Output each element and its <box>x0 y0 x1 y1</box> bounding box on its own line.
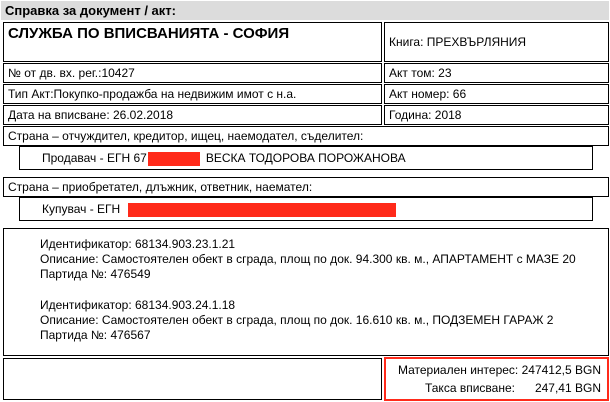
property-desc: Описание: Самостоятелен обект в сграда, площ по док. 16.610 кв. м., ПОДЗЕМЕН ГАРАЖ 2 <box>40 313 554 327</box>
act-number: Акт номер: 66 <box>389 87 467 101</box>
year-cell <box>384 105 609 125</box>
property-desc: Описание: Самостоятелен обект в сграда, площ по док. 94.300 кв. м., АПАРТАМЕНТ с МАЗЕ 20 <box>40 252 576 266</box>
registration-fee: Такса вписване: 247,41 BGN <box>424 381 601 395</box>
party1-label: Страна – отчуждител, кредитор, ищец, наемодател, съделител: <box>8 129 364 143</box>
office-cell <box>3 22 382 62</box>
act-type: Тип Акт:Покупко-продажба на недвижим имот с н.а. <box>8 87 297 101</box>
act-volume-cell <box>384 63 609 83</box>
party1-label-cell <box>3 126 609 146</box>
fees-cell <box>384 357 609 401</box>
buyer-egn-redaction <box>128 203 396 217</box>
act-type-cell <box>3 84 382 104</box>
act-volume: Акт том: 23 <box>389 66 452 80</box>
seller-egn-redaction <box>148 152 200 166</box>
reg-no-cell <box>3 63 382 83</box>
material-interest: Материален интерес: 247412,5 BGN <box>397 363 601 377</box>
reg-no: № от дв. вх. рег.:10427 <box>8 66 135 80</box>
seller-cell <box>19 146 593 170</box>
book-type: Книга: ПРЕХВЪРЛЯНИЯ <box>389 35 527 49</box>
property-id: Идентификатор: 68134.903.24.1.18 <box>40 298 236 312</box>
property-batch: Партида №: 476567 <box>40 328 151 342</box>
year: Година: 2018 <box>389 108 462 122</box>
buyer-cell <box>19 197 593 221</box>
seller-prefix: Продавач - ЕГН 67 <box>42 151 147 165</box>
document-header: Справка за документ / акт: <box>1 1 609 20</box>
office-name: СЛУЖБА ПО ВПИСВАНИЯТА - СОФИЯ <box>8 25 290 42</box>
properties-cell <box>3 228 609 356</box>
blank-cell <box>3 358 382 400</box>
act-number-cell <box>384 84 609 104</box>
party2-label-cell <box>3 177 609 197</box>
seller-name: ВЕСКА ТОДОРОВА ПОРОЖАНОВА <box>205 151 406 165</box>
party2-label: Страна – приобретател, длъжник, ответник, наемател: <box>8 180 313 194</box>
property-batch: Партида №: 476549 <box>40 267 151 281</box>
entry-date: Дата на вписване: 26.02.2018 <box>8 108 174 122</box>
buyer-prefix: Купувач - ЕГН <box>42 202 121 216</box>
buyer-row <box>20 198 592 220</box>
property-id: Идентификатор: 68134.903.23.1.21 <box>40 237 236 251</box>
properties-list <box>4 229 608 343</box>
entry-date-cell <box>3 105 382 125</box>
seller-row <box>20 147 592 169</box>
book-cell <box>384 22 609 62</box>
